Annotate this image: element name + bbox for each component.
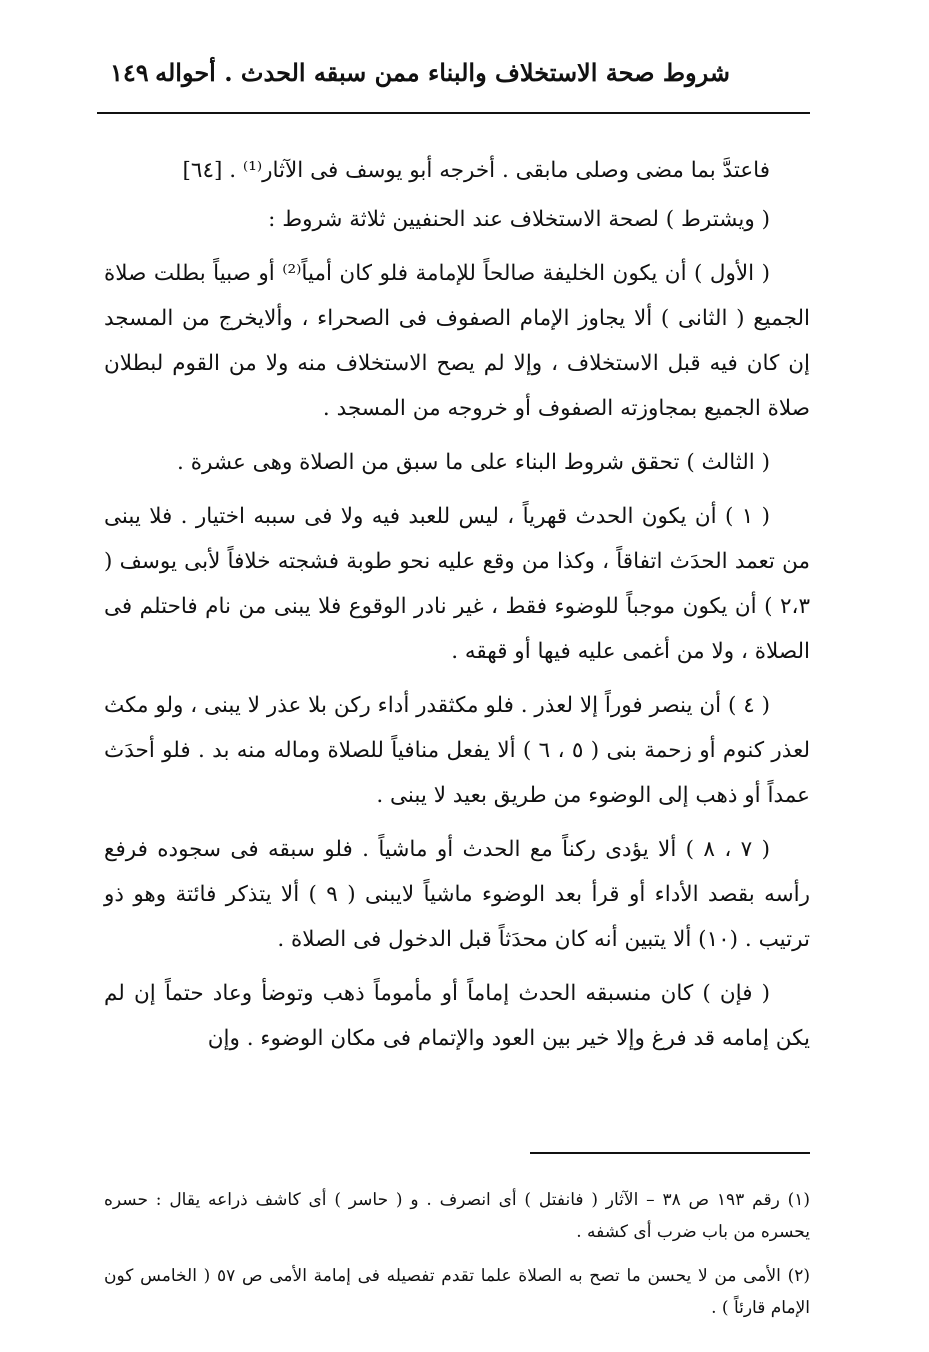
header-rule [97, 112, 810, 114]
paragraph-first-second-condition: ( الأول ) أن يكون الخليفة صالحاً للإمامة فلو كان أمياً⁽²⁾ أو صبياً بطلت صلاة الجميع ( الثانى ) ألا يجاوز الإمام الصفوف فى الصحراء ، وألايخرج من المسجد إن كان فيه قبل الاستخلاف ، وإلا لم يصح الاستخلاف منه ولا من القوم لبطلان صلاة الجميع بمجاوزته الصفوف أو خروجه من المسجد . [104, 261, 810, 421]
paragraph-1: فاعتدَّ بما مضى وصلى مابقى . أخرجه أبو يوسف فى الآثار⁽¹⁾ . [٦٤] [182, 158, 770, 183]
paragraph-item-1-3: ( ١ ) أن يكون الحدث قهرياً ، ليس للعبد فيه ولا فى سببه اختيار . فلا يبنى من تعمد الحدَث اتفاقاً ، وكذا من وقع عليه نحو طوبة فشجته خلافاً لأبى يوسف ( ٢،٣ ) أن يكون موجباً للوضوء فقط ، غير نادر الوقوع فلا يبنى من نام فاحتلم فى الصلاة ، ولا من أغمى عليه فيها أو قهقه . [104, 504, 810, 664]
footnote-rule [530, 1152, 810, 1154]
body-text [104, 148, 810, 1061]
running-title: شروط صحة الاستخلاف والبناء ممن سبقه الحدث . أحواله [155, 58, 730, 87]
paragraph-item-4-6: ( ٤ ) أن ينصر فوراً إلا لعذر . فلو مكثقدر أداء ركن بلا عذر لا يبنى ، ولو مكث لعذر كنوم أو زحمة بنى ( ٥ ، ٦ ) ألا يفعل منافياً للصلاة وماله منه بد . فلو أحدَث عمداً أو ذهب إلى الوضوء من طريق بعيد لا يبنى . [104, 693, 811, 808]
paragraph-third-condition: ( الثالث ) تحقق شروط البناء على ما سبق من الصلاة وهى عشرة . [177, 450, 770, 475]
footnote-1: (١) رقم ١٩٣ ص ٣٨ – الآثار ( فانفتل ) أى انصرف . و ( حاسر ) أى كاشف ذراعه يقال : حسره يحسره من باب ضرب أى كشفه . [104, 1190, 811, 1242]
page-number: ١٤٩ [110, 58, 149, 87]
footnote-2: (٢) الأمى من لا يحسن ما تصح به الصلاة علما تقدم تفصيله فى إمامة الأمى ص ٥٧ ( الخامس كون الإمام قارئاً ) . [104, 1266, 811, 1318]
footnotes [104, 1184, 810, 1336]
paragraph-item-7-10: ( ٧ ، ٨ ) ألا يؤدى ركناً مع الحدث أو ماشياً . فلو سبقه فى سجوده فرفع رأسه بقصد الأداء أو قرأ بعد الوضوء ماشياً لايبنى ( ٩ ) ألا يتذكر فائتة وهو ذو ترتيب . (١٠) ألا يتبين أنه كان محدَثاً قبل الدخول فى الصلاة . [104, 837, 810, 952]
paragraph-conditions-intro: ( ويشترط ) لصحة الاستخلاف عند الحنفيين ثلاثة شروط : [268, 207, 770, 232]
page-header [110, 52, 810, 98]
paragraph-if-clause: ( فإن ) كان منسبقه الحدث إماماً أو مأموماً ذهب وتوضأ وعاد حتماً إن لم يكن إمامه قد فرغ وإلا خير بين العود والإتمام فى مكان الوضوء . وإن [104, 981, 810, 1051]
